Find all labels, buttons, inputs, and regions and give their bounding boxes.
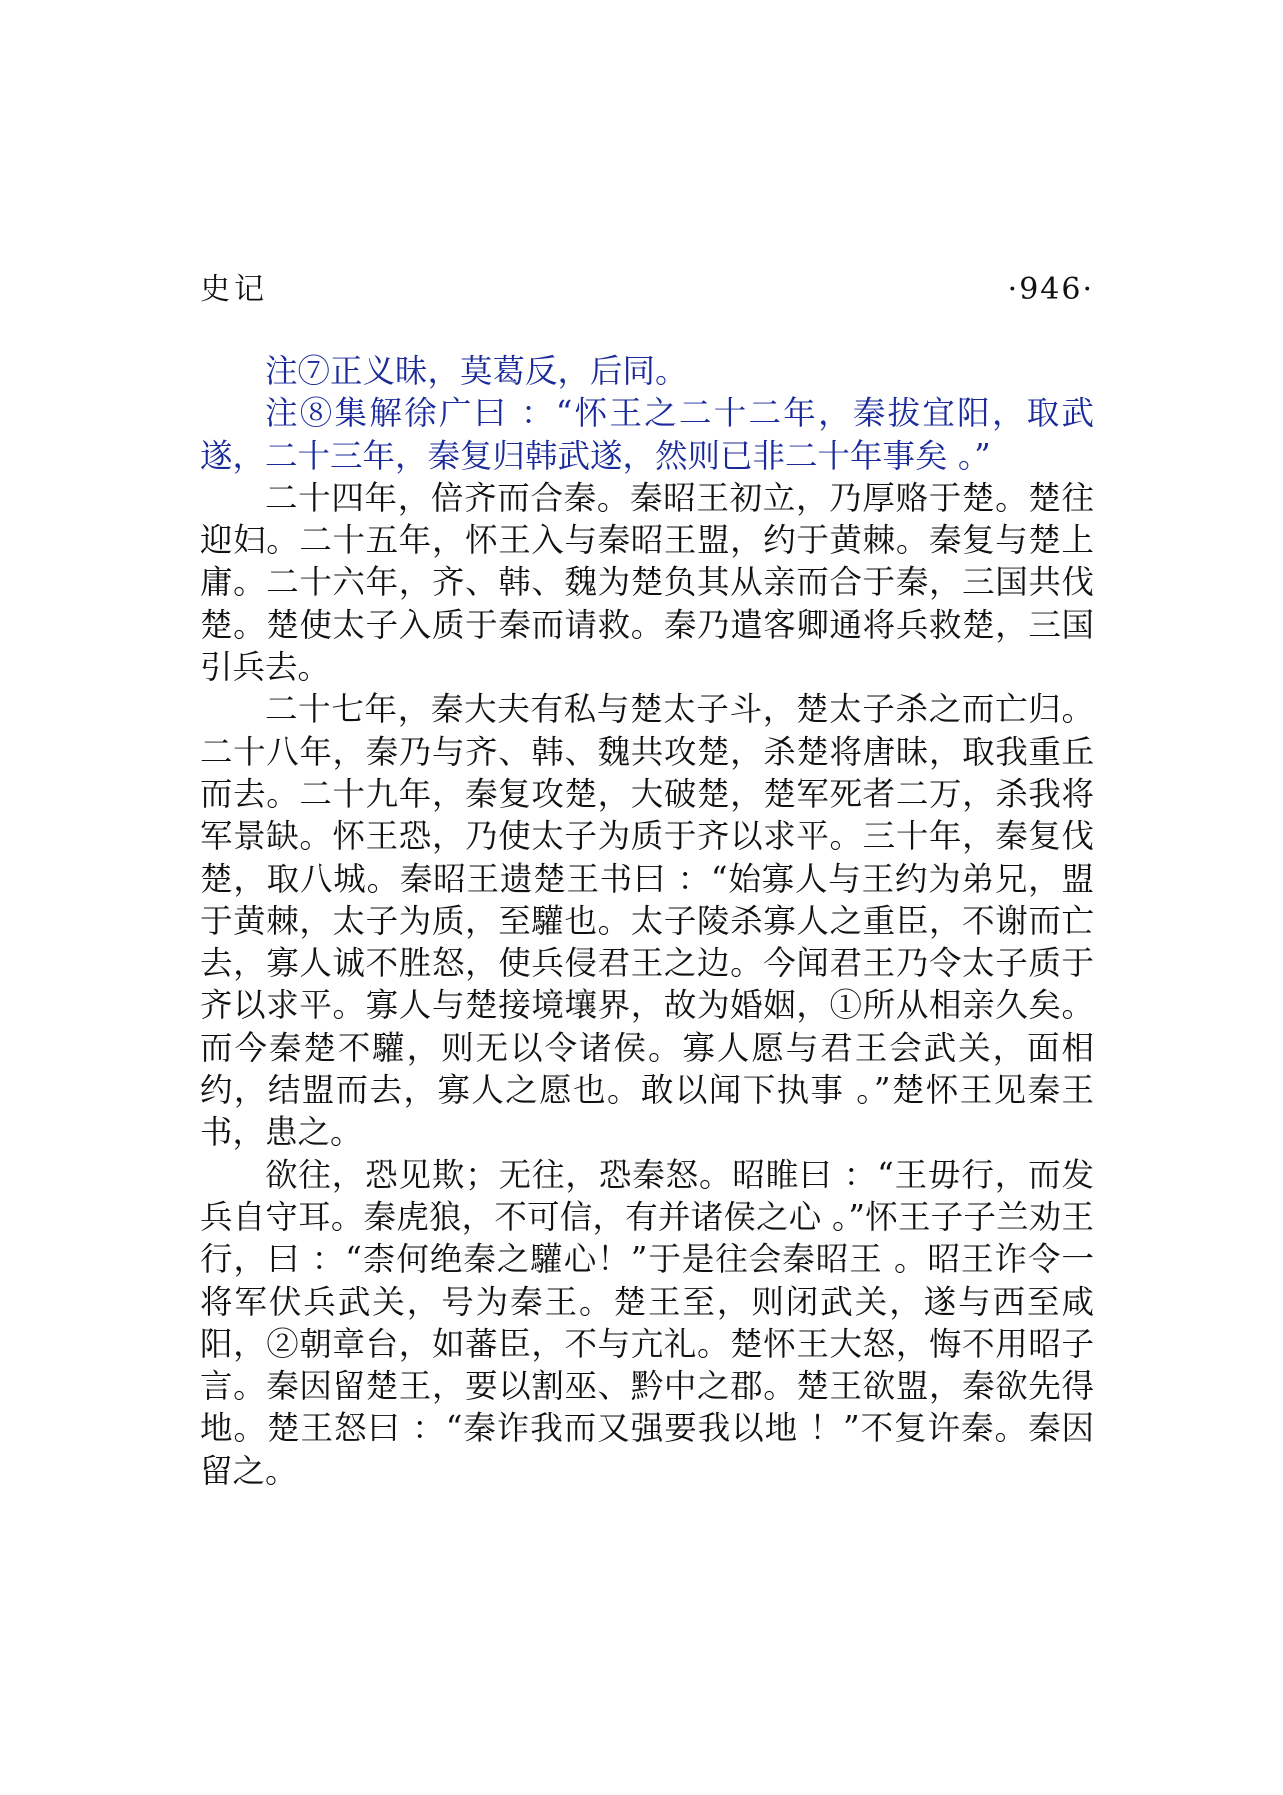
body-paragraph: 欲往，恐见欺；无往，恐秦怒。昭睢曰 ：“王毋行，而发兵自守耳。秦虎狼，不可信，有并诸侯之心 。”怀王子子兰劝王行，曰 ：“柰何绝秦之驩心！”于是往会秦昭王 。昭王诈令一将军伏兵武关，号为秦王。楚王至，则闭武关，遂与西至咸阳，②朝章台，如蕃臣，不与亢礼。楚怀王大怒，悔不用昭子言。秦因留楚王，要以割巫、黔中之郡。楚王欲盟，秦欲先得地。楚王怒曰 ：“秦诈我而又强要我以地 ！”不复许秦。秦因留之。: [200, 1155, 1094, 1490]
body-paragraph: 二十四年，倍齐而合秦。秦昭王初立，乃厚赂于楚。楚往迎妇。二十五年，怀王入与秦昭王盟，约于黄棘。秦复与楚上庸。二十六年，齐、韩、魏为楚负其从亲而合于秦，三国共伐楚。楚使太子入质于秦而请救。秦乃遣客卿通将兵救楚，三国引兵去。: [200, 478, 1094, 687]
page-header: [200, 268, 1094, 312]
book-title: 史记: [200, 272, 268, 307]
footnote-8: 注⑧集解徐广曰 ：“怀王之二十二年，秦拔宜阳，取武遂，二十三年，秦复归韩武遂，然则已非二十年事矣 。”: [200, 394, 1094, 475]
page-number: ·946·: [1007, 272, 1094, 307]
page-body: [200, 350, 1094, 1492]
body-paragraph: 二十七年，秦大夫有私与楚太子斗，楚太子杀之而亡归。二十八年，秦乃与齐、韩、魏共攻楚，杀楚将唐昧，取我重丘而去。二十九年，秦复攻楚，大破楚，楚军死者二万，杀我将军景缺。怀王恐，乃使太子为质于齐以求平。三十年，秦复伐楚，取八城。秦昭王遗楚王书曰 ：“始寡人与王约为弟兄，盟于黄棘，太子为质，至驩也。太子陵杀寡人之重臣，不谢而亡去，寡人诚不胜怒，使兵侵君王之边。今闻君王乃令太子质于齐以求平。寡人与楚接境壤界，故为婚姻，①所从相亲久矣。而今秦楚不驩，则无以令诸侯。寡人愿与君王会武关，面相约，结盟而去，寡人之愿也。敢以闻下执事 。”楚怀王见秦王书，患之。: [200, 690, 1094, 1152]
footnote-7: 注⑦正义昧，莫葛反，后同。: [265, 352, 688, 390]
